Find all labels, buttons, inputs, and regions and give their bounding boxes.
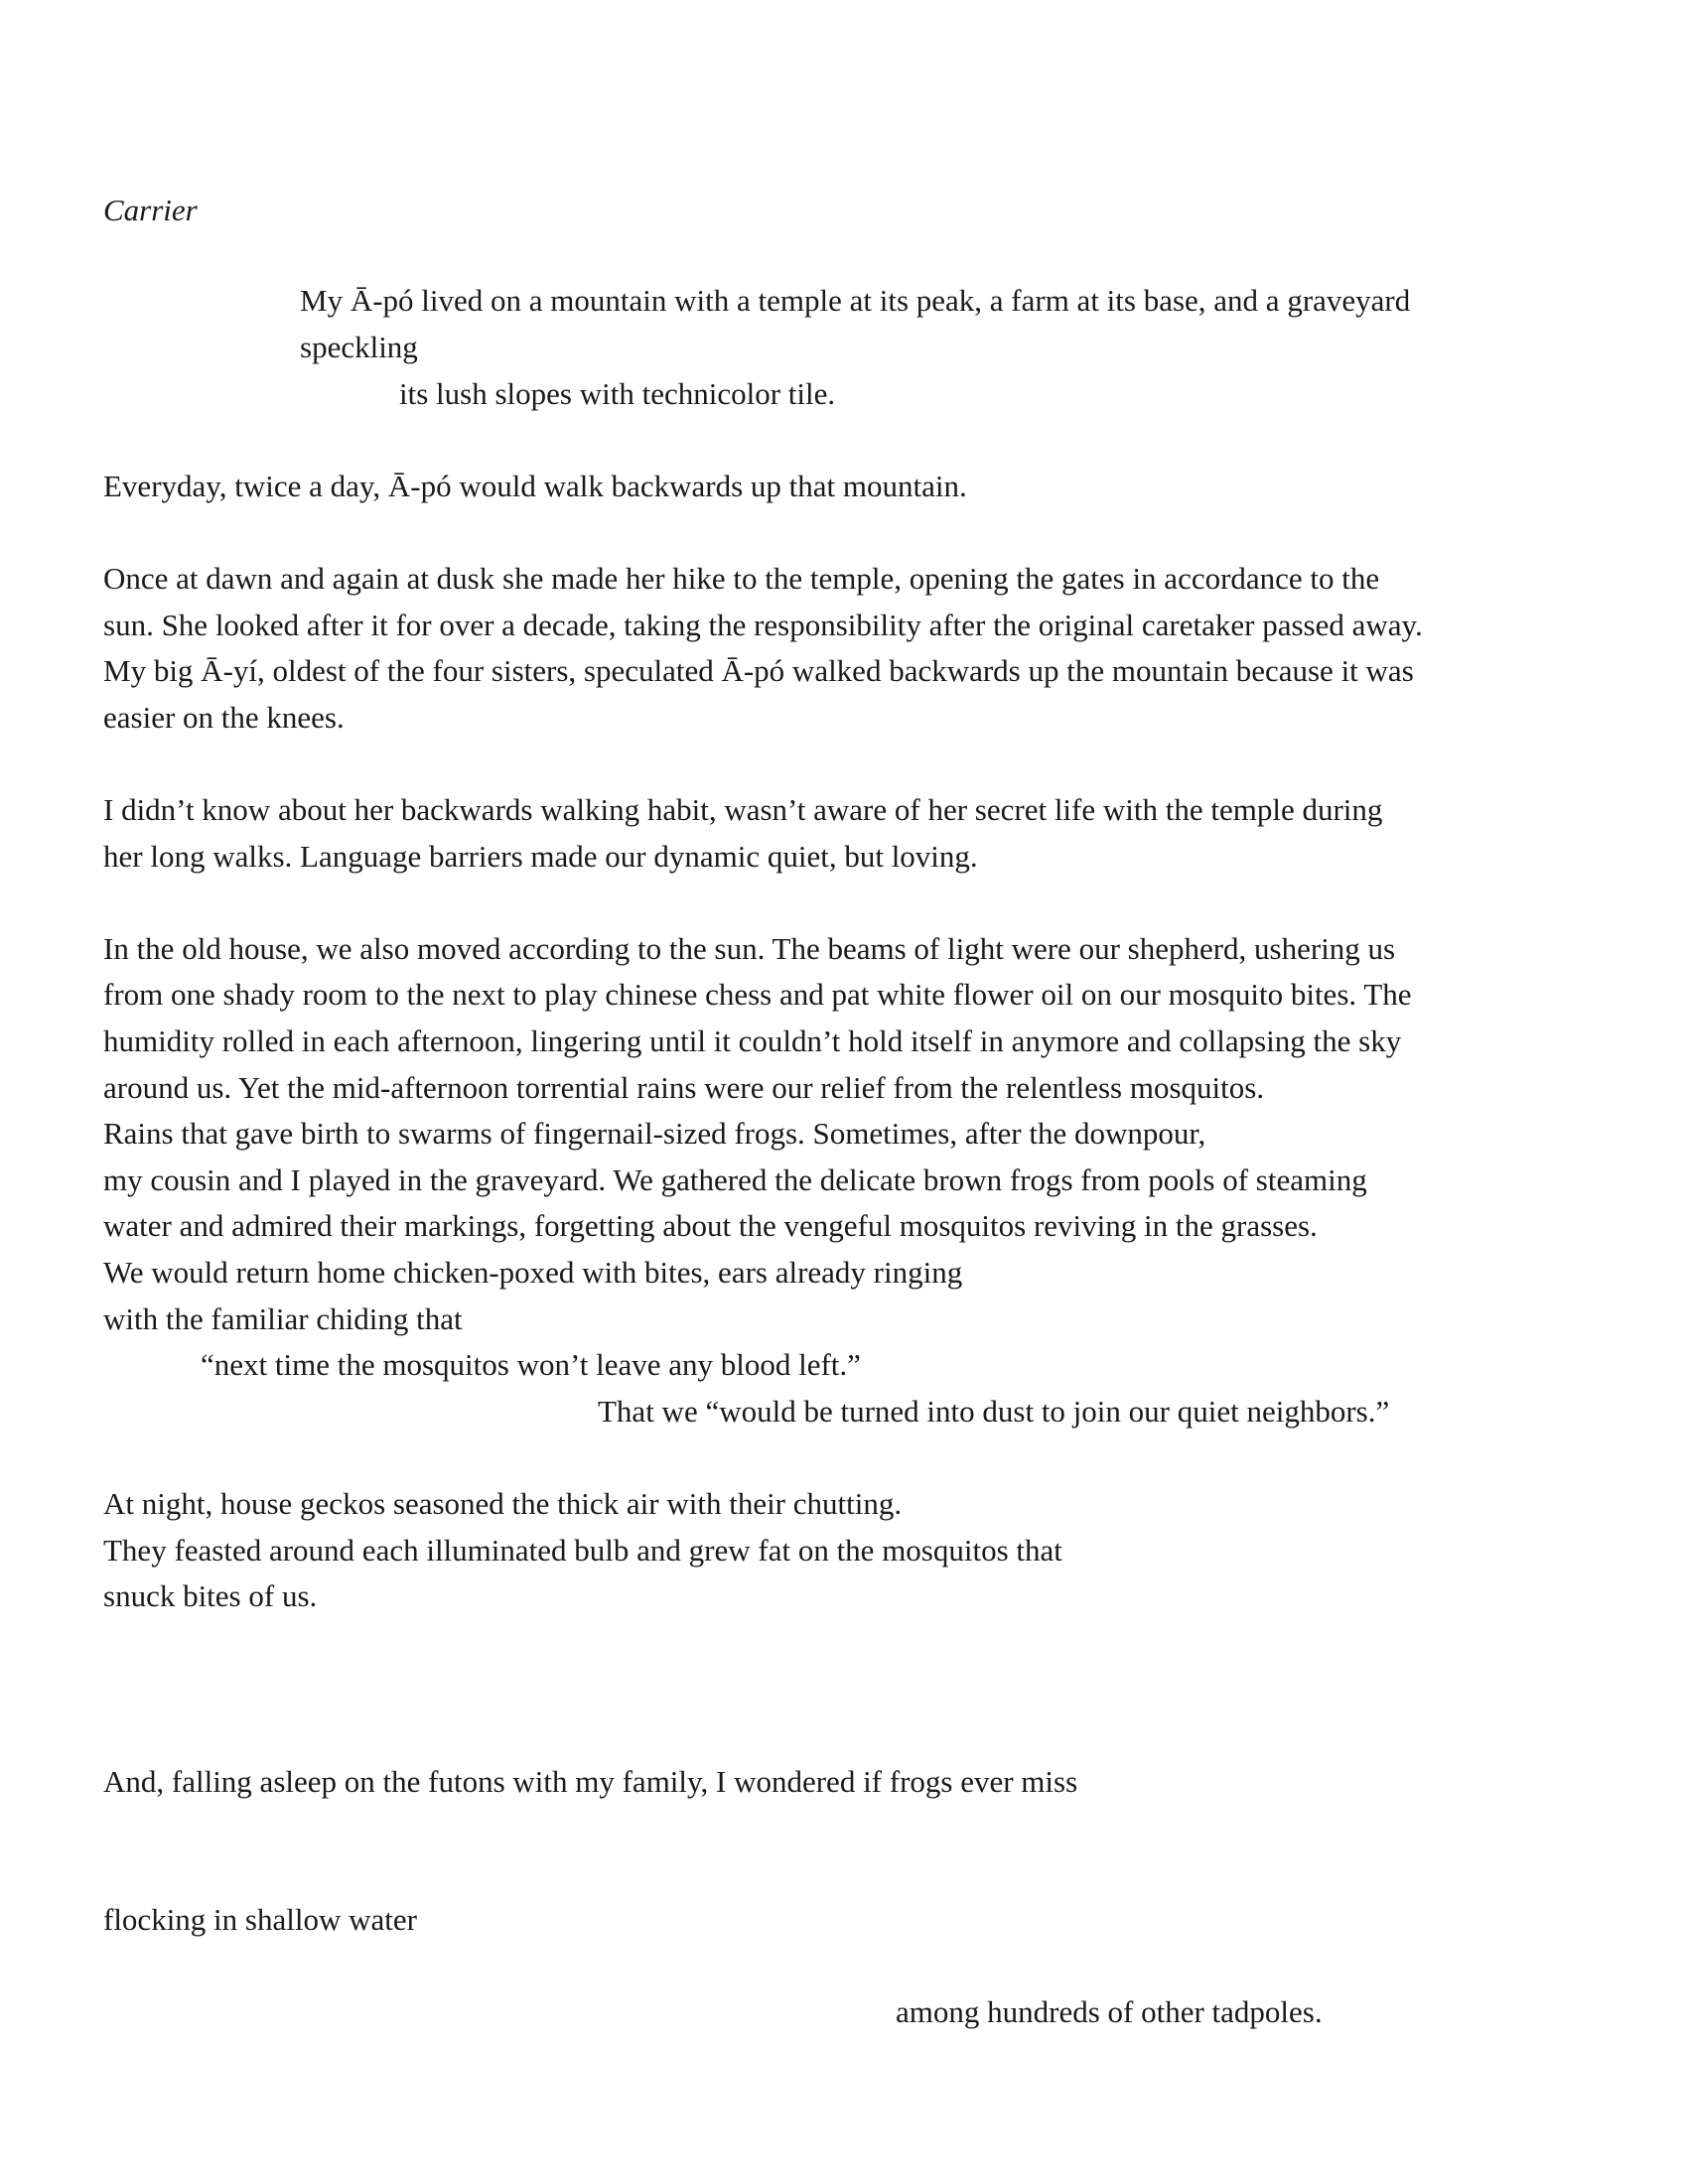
old-house-paragraph-line: with the familiar chiding that [103, 1301, 463, 1336]
dawn-paragraph-line: Once at dawn and again at dusk she made her hike to the temple, opening the gates in accordance to the [103, 561, 1380, 596]
old-house-paragraph-line: humidity rolled in each afternoon, lingering until it couldn’t hold itself in anymore and collapsing the sky [103, 1024, 1402, 1058]
poem-title: Carrier [103, 193, 198, 227]
night-paragraph-line: They feasted around each illuminated bulb and grew fat on the mosquitos that [103, 1533, 1062, 1568]
among-line: among hundreds of other tadpoles. [896, 1994, 1323, 2029]
dawn-paragraph-line: easier on the knees. [103, 700, 345, 735]
old-house-paragraph-line: In the old house, we also moved according to the sun. The beams of light were our shepherd, ushering us [103, 931, 1396, 966]
old-house-paragraph-line: from one shady room to the next to play chinese chess and pat white flower oil on our mosquito bites. The [103, 977, 1412, 1012]
night-paragraph-line: snuck bites of us. [103, 1578, 318, 1613]
stanza-one-line-1: My Ā-pó lived on a mountain with a temple at its peak, a farm at its base, and a graveyard [300, 283, 1411, 318]
everyday-line: Everyday, twice a day, Ā-pó would walk backwards up that mountain. [103, 469, 967, 503]
dawn-paragraph-line: sun. She looked after it for over a decade, taking the responsibility after the original caretaker passed away. [103, 608, 1423, 642]
stanza-one-line-2: speckling [300, 330, 418, 364]
quote-two: That we “would be turned into dust to join our quiet neighbors.” [598, 1394, 1390, 1429]
flocking-line: flocking in shallow water [103, 1902, 417, 1937]
night-paragraph-line: At night, house geckos seasoned the thick air with their chutting. [103, 1486, 903, 1521]
stanza-one-line-3: its lush slopes with technicolor tile. [399, 376, 836, 411]
quote-one: “next time the mosquitos won’t leave any blood left.” [201, 1347, 861, 1382]
old-house-paragraph-line: water and admired their markings, forgetting about the vengeful mosquitos reviving in the grasses. [103, 1208, 1318, 1243]
falling-asleep-line: And, falling asleep on the futons with my family, I wondered if frogs ever miss [103, 1764, 1078, 1799]
old-house-paragraph-line: We would return home chicken-poxed with bites, ears already ringing [103, 1255, 963, 1290]
old-house-paragraph-line: Rains that gave birth to swarms of fingernail-sized frogs. Sometimes, after the downpour, [103, 1116, 1206, 1151]
knowing-paragraph-line: I didn’t know about her backwards walking habit, wasn’t aware of her secret life with the temple during [103, 792, 1383, 827]
old-house-paragraph-line: around us. Yet the mid-afternoon torrential rains were our relief from the relentless mosquitos. [103, 1070, 1265, 1105]
knowing-paragraph-line: her long walks. Language barriers made our dynamic quiet, but loving. [103, 839, 978, 874]
dawn-paragraph-line: My big Ā-yí, oldest of the four sisters, speculated Ā-pó walked backwards up the mountain because it was [103, 653, 1414, 688]
old-house-paragraph-line: my cousin and I played in the graveyard. We gathered the delicate brown frogs from pools of steaming [103, 1162, 1367, 1197]
